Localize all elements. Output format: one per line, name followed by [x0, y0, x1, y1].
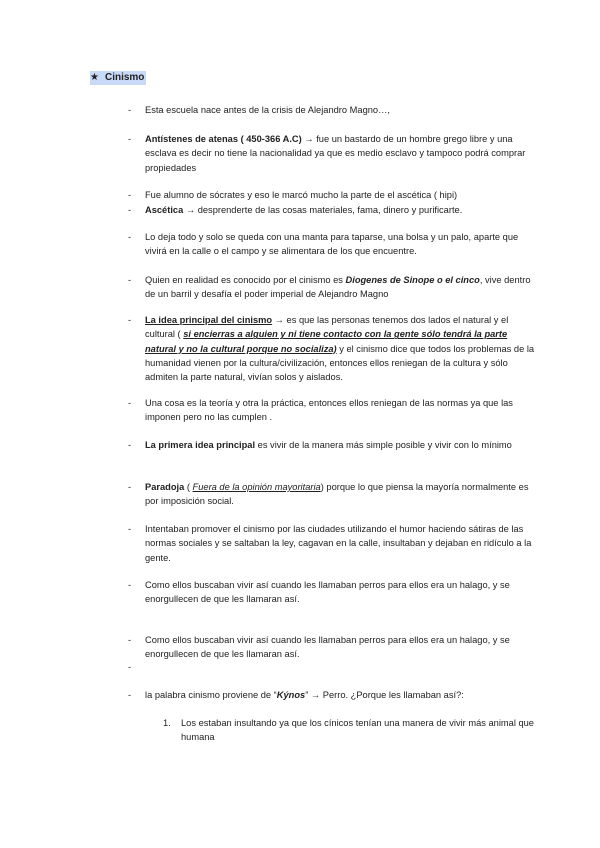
dash-marker: -: [128, 440, 132, 450]
list-item: [128, 438, 538, 452]
item-text: Esta escuela nace antes de la crisis de Alejandro Magno…,: [145, 105, 390, 115]
list-item: [128, 230, 538, 259]
item-text: Fue alumno de sócrates y eso le marcó mucho la parte de el ascética ( hipi): [145, 190, 458, 200]
dash-marker: -: [128, 524, 132, 534]
item-text: Una cosa es la teoría y otra la práctica, entonces ellos reniegan de las normas ya que las imponen pero no las cumplen .: [145, 398, 513, 423]
emphasis-text: si encierras a alguien y ni tiene contacto con la gente sólo tendrá la parte natural y no la cultural porque no socializa): [145, 329, 508, 354]
list-item: [128, 396, 538, 425]
list-item: [128, 103, 538, 117]
italic-underline-term: Fuera de la opinión mayoritaria: [192, 482, 321, 492]
title-text: Cinismo: [104, 72, 145, 83]
list-item: [128, 633, 538, 662]
underlined-term: La idea principal del cinismo: [145, 315, 273, 325]
item-text: , vive dentro de un barril y desafía el poder imperial de Alejandro Magno: [145, 275, 531, 300]
item-text: y el cinismo dice que todos los problemas de la humanidad vienen por la cultura/civilización, entonces ellos reniegan de la cultura y sólo admiten la parte natural, vivían solos y aislados.: [145, 343, 535, 383]
dash-marker: -: [128, 690, 132, 700]
item-text: Intentaban promover el cinismo por las ciudades utilizando el humor haciendo sátiras de las normas sociales y se saltaban la ley, cagavan en la calle, insultaban y dejaban en ridículo a la gente.: [145, 524, 532, 563]
bold-italic-term: Diogenes de Sinope o el cinco: [345, 275, 480, 285]
list-item: [128, 578, 538, 607]
bold-term: Paradoja: [145, 482, 185, 492]
item-text: → desprenderte de las cosas materiales, fama, dinero y purificarte.: [183, 205, 463, 215]
item-text: Lo deja todo y solo se queda con una manta para taparse, una bolsa y un palo, aparte que vivirá en la calle o el campo y se alimentara de los que encuentre.: [145, 232, 519, 257]
dash-marker: -: [128, 315, 132, 325]
list-item: [128, 132, 538, 175]
item-text: Quien en realidad es conocido por el cinismo es: [145, 275, 346, 285]
list-item: [128, 480, 538, 509]
star-icon: ★: [90, 72, 99, 83]
item-text: la palabra cinismo proviene de “: [145, 690, 277, 700]
item-text: → fue un bastardo de un hombre grego libre y una esclava es decir no tiene la nacionalidad ya que es medio esclavo y tampoco podrá comprar propiedades: [145, 134, 526, 173]
dash-marker: -: [128, 275, 132, 285]
item-text: Como ellos buscaban vivir así cuando les llamaban perros para ellos era un halago, y se enorgullecen de que les llamaran así.: [145, 635, 510, 660]
list-item: [128, 313, 538, 384]
dash-marker: -: [128, 580, 132, 590]
list-item: [128, 688, 538, 702]
item-text: Como ellos buscaban vivir así cuando les llamaban perros para ellos era un halago, y se enorgullecen de que les llamaran así.: [145, 580, 510, 605]
list-item: [128, 203, 538, 217]
dash-marker: -: [128, 635, 132, 645]
item-number: 1.: [163, 718, 171, 728]
list-item: [128, 188, 538, 202]
item-text: ) porque lo que piensa la mayoría normalmente es por imposición social.: [145, 482, 529, 507]
bold-term: La primera idea principal: [145, 440, 256, 450]
list-item: [128, 522, 538, 565]
dash-marker: -: [128, 232, 132, 242]
dash-marker: -: [128, 482, 132, 492]
bold-term: Antístenes de atenas ( 450-366 A.C): [145, 134, 302, 144]
dash-marker: -: [128, 134, 132, 144]
list-item: [128, 273, 538, 302]
item-text: Los estaban insultando ya que los cínicos tenían una manera de vivir más animal que humana: [181, 718, 534, 743]
item-text: es vivir de la manera más simple posible y vivir con lo mínimo: [255, 440, 512, 450]
dash-marker: -: [128, 205, 132, 215]
dash-marker: -: [128, 190, 132, 200]
section-title: [90, 71, 146, 85]
item-text: ” → Perro. ¿Porque les llamaban así?:: [305, 690, 464, 700]
item-text: (: [184, 482, 193, 492]
dash-marker: -: [128, 105, 132, 115]
dash-marker: -: [128, 398, 132, 408]
bold-term: Ascética: [145, 205, 184, 215]
item-text: → es que las personas tenemos dos lados el natural y el cultural (: [145, 315, 509, 340]
bold-italic-term: Kýnos: [276, 690, 306, 700]
dash-marker: -: [128, 662, 132, 672]
numbered-list-item: [163, 716, 538, 745]
